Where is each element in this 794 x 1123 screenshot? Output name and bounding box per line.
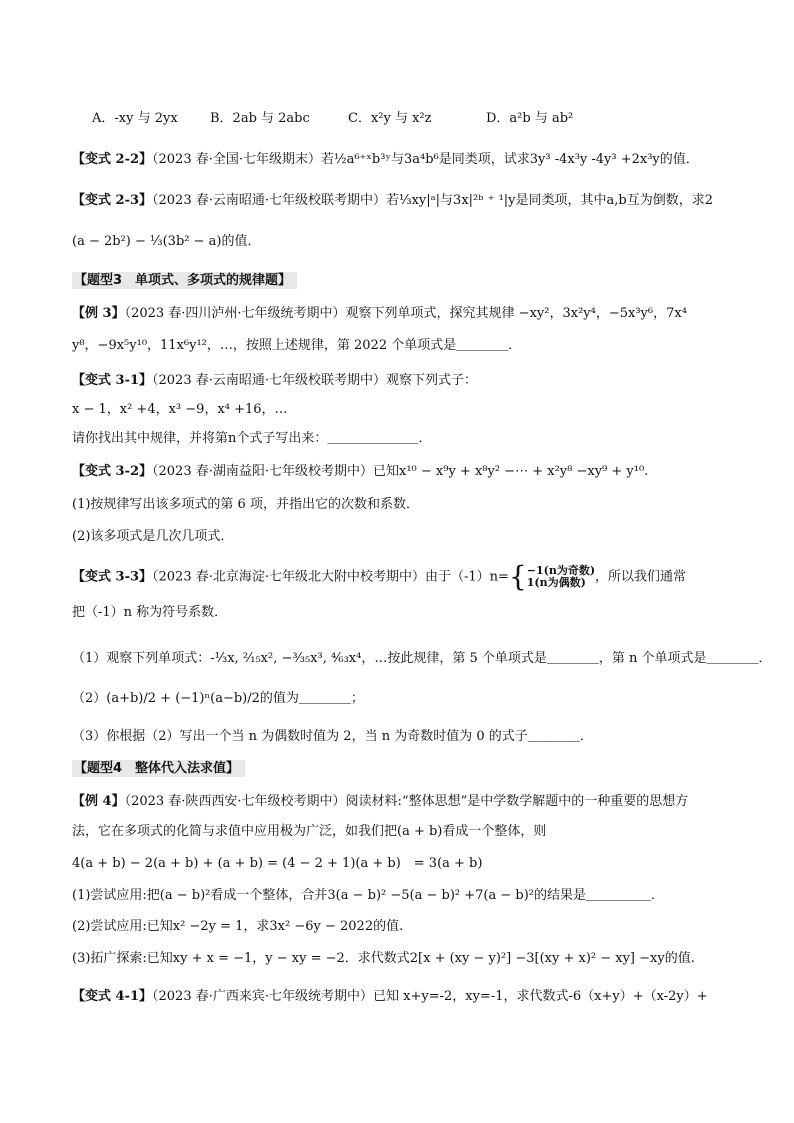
example-4-label: 【例 4】 (72, 794, 125, 809)
variant-2-3-line2: (a − 2b²) − ⅓(3b² − a)的值． (72, 234, 261, 249)
options-row (0, 110, 794, 128)
option-a: A．-xy 与 2yx (92, 111, 178, 126)
example-3-line2: y⁸，−9x⁵y¹⁰，11x⁶y¹²，…，按照上述规律，第 2022 个单项式是＿＿＿＿． (72, 338, 522, 353)
example-4-line1 (72, 793, 734, 811)
variant-3-1-line2: x − 1，x² +4，x³ −9，x⁴ +16，… (72, 402, 288, 417)
variant-4-1-label: 【变式 4-1】 (72, 989, 153, 1004)
variant-2-3-line1 (72, 192, 734, 210)
example-4-text: （2023 春·陕西西安·七年级校考期中）阅读材料:“整体思想”是中学数学解题中的一种重要的思想方 (124, 794, 689, 809)
variant-2-3-text: 若⅓xy|ᵃ|与3x|²ᵇ ⁺ ¹|y是同类项，其中a,b互为倒数，求2 (386, 193, 713, 208)
variant-3-3-text-a: （2023 春·北京海淀·七年级北大附中校考期中）由于（-1）n= (152, 569, 509, 585)
variant-3-3-label: 【变式 3-3】 (72, 569, 153, 585)
variant-3-2-text: （2023 春·湖南益阳·七年级校考期中）已知x¹⁰ − x⁹y + x⁸y² −⋯ + x²y⁸ −xy⁹ + y¹⁰. (152, 464, 649, 479)
sign-case-odd: −1(n为奇数) (526, 564, 596, 577)
variant-2-2-source: （2023 春·全国·七年级期末） (152, 152, 321, 167)
example-3-label: 【例 3】 (72, 306, 125, 321)
section-title-3: 【题型3 单项式、多项式的规律题】 (72, 272, 297, 289)
variant-3-2-q2: (2)该多项式是几次几项式． (72, 529, 234, 544)
variant-2-3-label: 【变式 2-3】 (72, 193, 153, 208)
sign-cases (527, 565, 595, 589)
variant-2-2-text: 若½a⁶⁺ˣb³ʸ与3a⁴b⁶是同类项，试求3y³ -4x³y -4y³ +2x³y的值． (321, 152, 699, 167)
variant-3-2-q1: (1)按规律写出该多项式的第 6 项，并指出它的次数和系数． (72, 497, 419, 512)
variant-2-2 (72, 151, 734, 169)
variant-2-3-source: （2023 春·云南昭通·七年级校联考期中） (152, 193, 386, 208)
variant-3-1-text: （2023 春·云南昭通·七年级校联考期中）观察下列式子： (152, 373, 477, 388)
section-title-4: 【题型4 整体代入法求值】 (72, 760, 245, 777)
variant-3-3-text-b: ，所以我们通常 (595, 569, 687, 585)
brace-icon: { (508, 560, 527, 593)
option-b: B．2ab 与 2abc (210, 111, 310, 126)
variant-3-3-line2: 把（-1）n 称为符号系数． (72, 605, 228, 620)
example-4-q2: (2)尝试应用:已知x² −2y = 1，求3x² −6y − 2022的值. (72, 919, 404, 934)
variant-2-2-label: 【变式 2-2】 (72, 152, 153, 167)
example-4-q1: (1)尝试应用:把(a − b)²看成一个整体，合并3(a − b)² −5(a − b)² +7(a − b)²的结果是＿＿＿＿＿． (72, 888, 664, 903)
example-3-text: （2023 春·四川泸州·七年级统考期中）观察下列单项式，探究其规律 −xy²，3x²y⁴，−5x³y⁶，7x⁴ (124, 306, 687, 321)
variant-3-3-q2: （2）(a+b)/2 + (−1)ⁿ(a−b)/2的值为＿＿＿＿； (72, 691, 364, 706)
example-4-q3: (3)拓广探索:已知xy + x = −1，y − xy = −2．求代数式2[x + (xy − y)²] −3[(xy + x)² − xy] −xy的值. (72, 951, 695, 966)
option-d: D．a²b 与 ab² (486, 111, 574, 126)
option-c: C．x²y 与 x²z (348, 111, 432, 126)
sign-case-even: 1(n为偶数) (526, 576, 586, 589)
variant-3-1-label: 【变式 3-1】 (72, 373, 153, 388)
variant-3-1-line1 (72, 372, 734, 390)
variant-3-3-line1 (72, 560, 734, 593)
variant-3-3-q1: （1）观察下列单项式：-⅓x, ²⁄₁₅x², −³⁄₃₅x³, ⁴⁄₆₃x⁴，…按此规律，第 5 个单项式是＿＿＿＿，第 n 个单项式是＿＿＿＿． (72, 651, 772, 666)
variant-3-2-line1 (72, 463, 734, 481)
variant-3-2-label: 【变式 3-2】 (72, 464, 153, 479)
variant-4-1-text: （2023 春·广西来宾·七年级统考期中）已知 x+y=-2，xy=-1，求代数式-6（x+y）+（x-2y）+ (152, 989, 708, 1004)
variant-4-1-line1 (72, 988, 734, 1006)
example-3-line1 (72, 305, 734, 323)
example-4-line3: 4(a + b) − 2(a + b) + (a + b) = (4 − 2 + 1)(a + b) = 3(a + b) (72, 856, 483, 871)
example-4-line2: 法，它在多项式的化简与求值中应用极为广泛，如我们把(a + b)看成一个整体，则 (72, 824, 547, 839)
variant-3-3-q3: （3）你根据（2）写出一个当 n 为偶数时值为 2，当 n 为奇数时值为 0 的式子＿＿＿＿． (72, 729, 593, 744)
variant-3-1-line3: 请你找出其中规律，并将第n个式子写出来：＿＿＿＿＿＿＿． (72, 431, 432, 446)
